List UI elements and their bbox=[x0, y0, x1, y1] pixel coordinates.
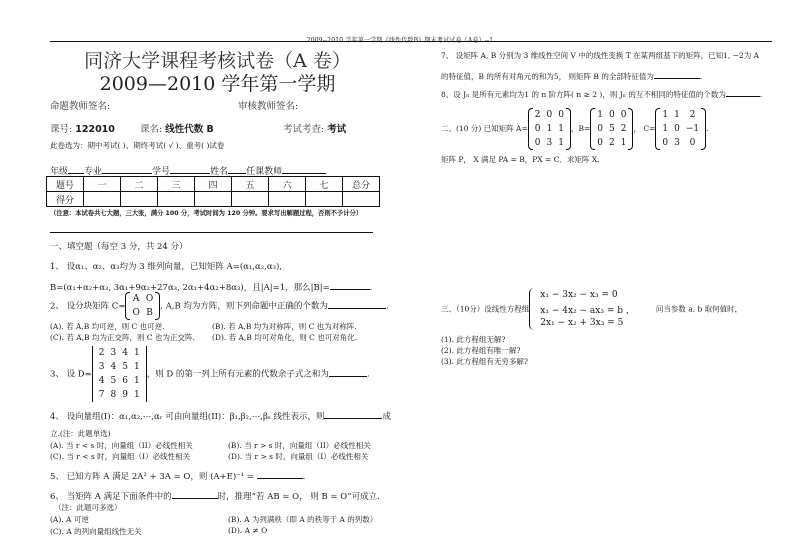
q3-suffix: ，则 D 的第一列上所有元素的代数余子式之和为 bbox=[146, 369, 329, 380]
q6-option-b: (B). A 为列满秩（即 A 的秩等于 A 的列数） bbox=[228, 515, 378, 524]
section3-question-3: (3). 此方程组有无穷多解? bbox=[441, 357, 528, 366]
section3-question-2: (2). 此方程组有唯一解? bbox=[441, 346, 521, 355]
q2-option-d: (D). 若 A,B 均可对角化，则 C 也可对角化. bbox=[212, 333, 358, 342]
q3-determinant: 2 3 4 1 3 4 5 1 4 5 6 1 7 8 9 1 bbox=[92, 346, 147, 402]
reviewer-signature-label: 审核教师签名: bbox=[238, 101, 299, 112]
q2-option-b: (B). 若 A,B 均为对称阵，则 C 也为对称阵. bbox=[212, 322, 357, 331]
q8-text: 8、设 Jₙ 是所有元素均为1 的 n 阶方阵( n ≥ 2 )，则 Jₙ 的互不相同的特征值的个数为 bbox=[441, 90, 726, 99]
q5-answer-blank[interactable] bbox=[257, 469, 303, 479]
q2-option-c: (C). 若 A,B 均为正交阵，则 C 也为正交阵. bbox=[50, 333, 195, 342]
q1-answer-blank[interactable] bbox=[330, 280, 370, 290]
q4-option-c: (C). 当 r < s 时，向量组（I）必线性相关 bbox=[50, 452, 191, 461]
q6-text-b: 时，推理“若 AB = O， 则 B = O”可成立. bbox=[217, 492, 380, 502]
q8-answer-blank[interactable] bbox=[726, 87, 760, 97]
q7-text: 的特征值，B 的所有对角元的和为5， 则矩阵 B 的全部特征值为 bbox=[441, 72, 654, 81]
q2-block-matrix: A O O B bbox=[125, 292, 160, 320]
score-row-label: 得分 bbox=[47, 192, 84, 207]
q5-text: 5、 已知方阵 A 满足 2A² + 3A = O，则 (A+E)⁻¹ = bbox=[50, 472, 254, 482]
score-cell bbox=[343, 192, 380, 207]
q3: 3、 设 D= 2 3 4 1 3 4 5 1 4 5 6 1 7 8 9 1 ，则 D 的第一列上所有元素的代数余子式之和为 . bbox=[50, 348, 370, 400]
course-info bbox=[50, 121, 115, 135]
equation-system: x₁ − 3x₂ − x₃ = 0 x₁ − 4x₂ − ax₃ = b ， 2x₁ − x₂ + 3x₃ = 5 bbox=[529, 288, 642, 330]
q6-answer-blank[interactable] bbox=[172, 489, 218, 499]
q4-option-b: (B). 当 r > s 时，向量组（II）必线性相关 bbox=[228, 441, 371, 450]
matrix-b: 1 0 0 0 5 2 0 2 1 bbox=[590, 108, 633, 150]
matrix-a: 2 0 0 0 1 1 0 3 1 bbox=[528, 108, 571, 150]
q7-line1: 7、 设矩阵 A, B 分别为 3 维线性空间 V 中的线性变换 T 在某两组基下的矩阵，已知1, −2为 A bbox=[441, 51, 760, 60]
course-name-value: 线性代数 B bbox=[165, 124, 214, 135]
score-table-header bbox=[47, 177, 380, 192]
header-cell: 五 bbox=[232, 177, 269, 192]
header-cell: 一 bbox=[84, 177, 121, 192]
section-divider bbox=[50, 232, 373, 233]
header-cell: 三 bbox=[158, 177, 195, 192]
header-cell: 题号 bbox=[47, 177, 84, 192]
q6-line2: （注：此题可多选） bbox=[54, 503, 122, 512]
q6-text-a: 6、 当矩阵 A 满足下面条件中的 bbox=[50, 492, 172, 502]
teacher-label: 任课教师 bbox=[246, 167, 283, 177]
section1-title: 一、填空题（每空 3 分，共 24 分） bbox=[50, 242, 188, 252]
section3 bbox=[441, 288, 742, 330]
exam-term: 2009—2010 学年第一学期 bbox=[99, 73, 336, 95]
section3-question-1: (1). 此方程组无解? bbox=[441, 335, 506, 344]
score-cell bbox=[232, 192, 269, 207]
q7-line2: 的特征值，B 的所有对角元的和为5， 则矩阵 B 的全部特征值为 . bbox=[441, 69, 702, 82]
q2-suffix: , A,B 均为方阵，则下列命题中正确的个数为 bbox=[160, 301, 328, 312]
score-cell bbox=[158, 192, 195, 207]
q4-line2: 立.(注：此题单选) bbox=[50, 429, 111, 438]
exam-note: （注意：本试卷共七大题，三大张，满分 100 分，考试时间为 120 分钟。要求写出解题过程，否则不予计分） bbox=[50, 210, 363, 217]
q2-option-a: (A). 若 A,B 均可逆，则 C 也可逆. bbox=[50, 322, 165, 331]
q6-option-d: (D). A ≠ O bbox=[228, 526, 268, 535]
score-cell bbox=[121, 192, 158, 207]
section2: 二、(10 分) 已知矩阵 A= 2 0 0 0 1 1 0 3 1 ，B= 1 0 0 0 5 2 0 2 1 ， C= 1 1 2 1 0 −1 0 3 0 . bbox=[441, 110, 709, 148]
q2-prefix: 2、 设分块矩阵 C= bbox=[50, 301, 126, 312]
q8: 8、设 Jₙ 是所有元素均为1 的 n 阶方阵( n ≥ 2 )，则 Jₙ 的互不相同的特征值的个数为 . bbox=[441, 87, 762, 100]
q1-text: B=(α₁+α₂+α₃, 3α₁+9α₂+27α₃, 2α₁+4α₂+8α₃)，且|A|=1，那么|B|= bbox=[50, 283, 330, 293]
section2-prefix: 二、(10 分) 已知矩阵 A= bbox=[441, 124, 528, 133]
q1-line1: 1、 设α₁、α₂、α₃均为 3 维列向量，已知矩阵 A=(α₁,α₂,α₃), bbox=[50, 262, 283, 272]
header-cell: 总分 bbox=[343, 177, 380, 192]
header-cell: 二 bbox=[121, 177, 158, 192]
q1-line2: B=(α₁+α₂+α₃, 3α₁+9α₂+27α₃, 2α₁+4α₂+8α₃)，且|A|=1，那么|B|= . bbox=[50, 280, 372, 293]
exam-type-selection: 此卷选为：期中考试( )、期终考试( √ )、重考( )试卷 bbox=[50, 141, 225, 150]
q2-answer-blank[interactable] bbox=[328, 299, 386, 309]
matrix-c: 1 1 2 1 0 −1 0 3 0 bbox=[655, 108, 706, 150]
header-cell: 四 bbox=[195, 177, 232, 192]
running-header bbox=[300, 35, 500, 44]
section3-prefix: 三、（10分）设线性方程组 bbox=[441, 304, 530, 314]
score-cell bbox=[269, 192, 306, 207]
score-cell bbox=[84, 192, 121, 207]
score-row bbox=[47, 192, 380, 207]
q3-prefix: 3、 设 D= bbox=[50, 369, 92, 380]
exam-title: 同济大学课程考核试卷（A 卷） bbox=[84, 50, 351, 72]
exam-type-label: 考试考查: bbox=[283, 124, 325, 135]
q6-line1 bbox=[50, 489, 380, 502]
q4-option-d: (D). 当 r > s 时，向量组（I）必线性相关 bbox=[228, 452, 369, 461]
q4-option-a: (A). 当 r < s 时，向量组（II）必线性相关 bbox=[50, 441, 193, 450]
exam-type bbox=[283, 121, 346, 135]
q4-line1: 4、 设向量组(I)：α₁,α₂,⋯,αᵣ 可由向量组(II)：β₁,β₂,⋯,βₛ 线性表示，则 成 bbox=[50, 409, 391, 422]
q7-answer-blank[interactable] bbox=[654, 69, 700, 79]
course-name bbox=[140, 121, 214, 135]
course-name-label: 课名: bbox=[140, 124, 163, 135]
score-cell bbox=[306, 192, 343, 207]
q6-option-a: (A). A 可逆 bbox=[50, 515, 89, 524]
course-code-value: 122010 bbox=[75, 124, 115, 135]
name-label: 姓名 bbox=[210, 167, 229, 177]
q4-answer-blank[interactable] bbox=[324, 409, 382, 419]
score-table bbox=[46, 176, 380, 207]
q6-option-c: (C). A 的列向量组线性无关 bbox=[50, 527, 142, 536]
q3-answer-blank[interactable] bbox=[329, 367, 367, 377]
student-id-label: 学号 bbox=[152, 167, 171, 177]
course-code-label: 课号: bbox=[50, 124, 73, 135]
q4-text: 4、 设向量组(I)：α₁,α₂,⋯,αᵣ 可由向量组(II)：β₁,β₂,⋯,βₛ 线性表示，则 bbox=[50, 412, 325, 422]
header-cell: 六 bbox=[269, 177, 306, 192]
exam-type-value: 考试 bbox=[327, 124, 347, 135]
header-rule bbox=[50, 41, 772, 42]
grade-label: 年级 bbox=[50, 167, 69, 177]
q2: 2、 设分块矩阵 C= A O O B , A,B 均为方阵，则下列命题中正确的个数为 . bbox=[50, 294, 389, 318]
header-cell: 七 bbox=[306, 177, 343, 192]
section2-line2: 矩阵 P， X 满足 PA = B，PX = C．求矩阵 X. bbox=[441, 155, 600, 164]
q5: 5、 已知方阵 A 满足 2A² + 3A = O，则 (A+E)⁻¹ = . bbox=[50, 469, 305, 482]
major-label: 专业 bbox=[84, 167, 103, 177]
proposer-signature-label: 命题教师签名: bbox=[50, 101, 111, 112]
section3-suffix: 问当参数 a, b 取何值时， bbox=[655, 304, 743, 314]
score-cell bbox=[195, 192, 232, 207]
